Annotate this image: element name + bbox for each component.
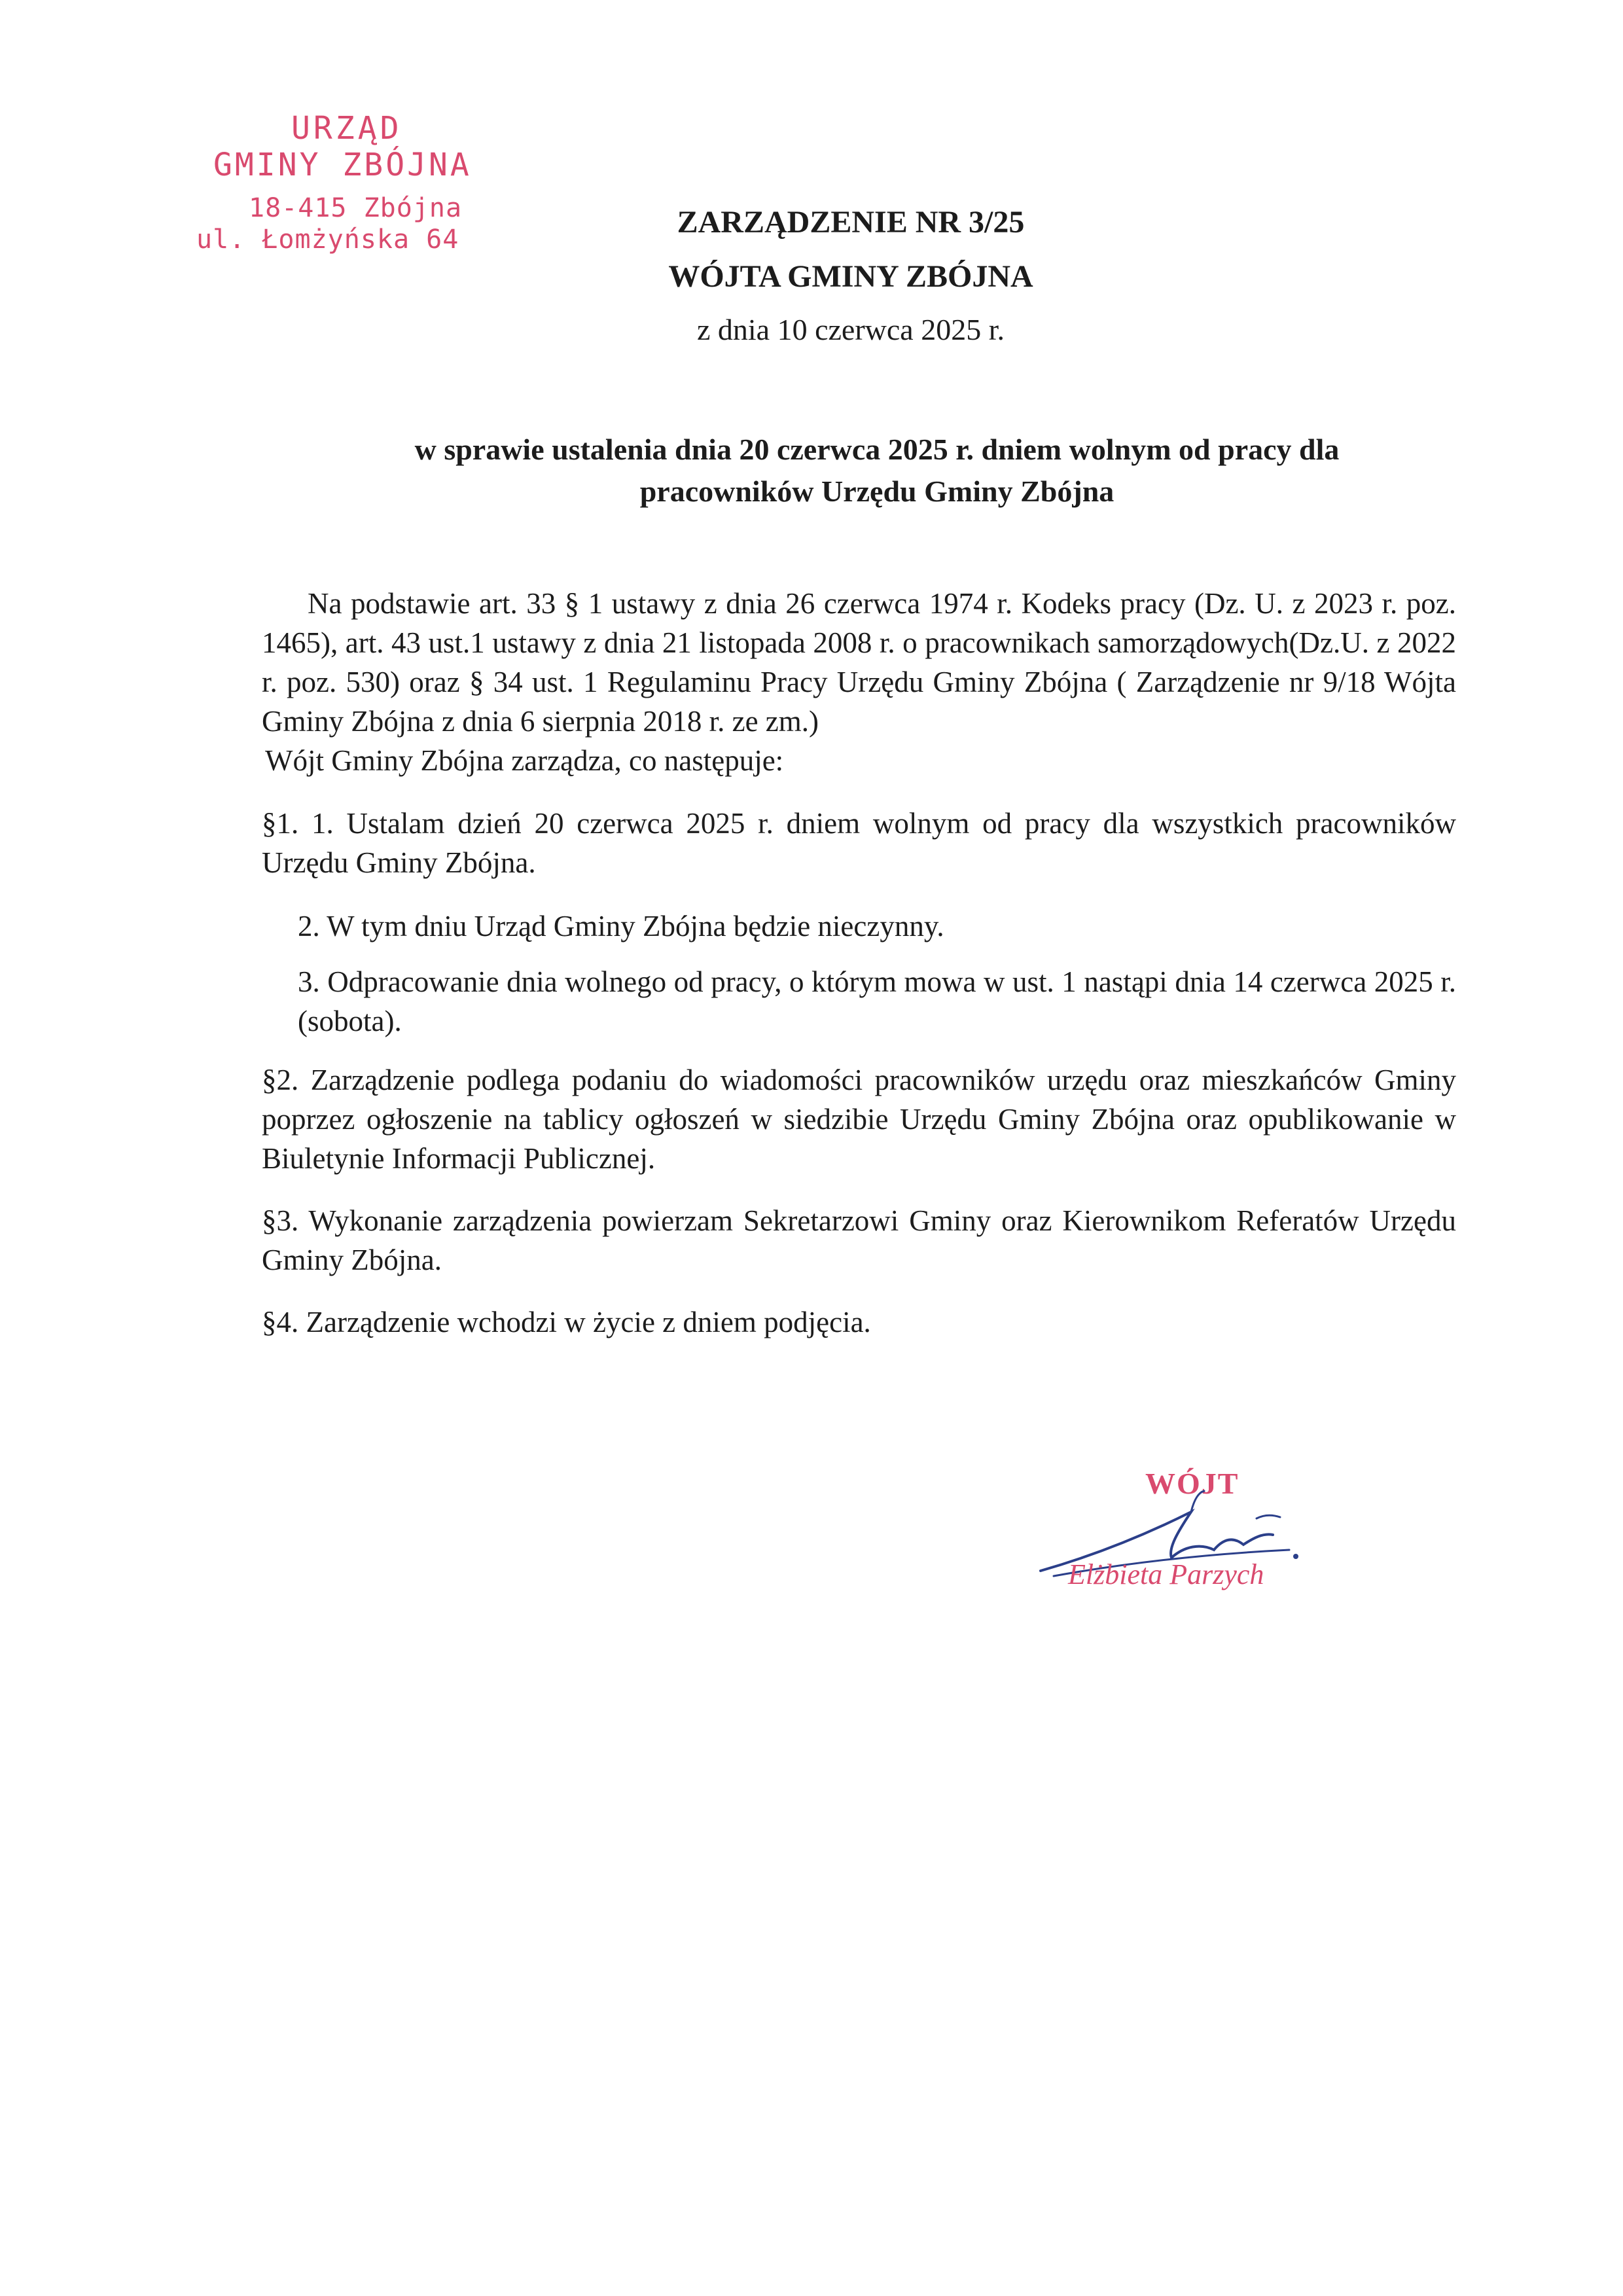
section-4: §4. Zarządzenie wchodzi w życie z dniem podjęcia. bbox=[262, 1306, 871, 1338]
section-1-point-2: 2. W tym dniu Urząd Gminy Zbójna będzie nieczynny. bbox=[298, 910, 944, 942]
signature-block bbox=[1027, 1466, 1368, 1604]
section-2: §2. Zarządzenie podlega podaniu do wiadomości pracowników urzędu oraz mieszkańców Gminy poprzez ogłoszenie na tablicy ogłoszeń w siedzibie Urzędu Gminy Zbójna oraz opublikowanie w Biuletynie Informacji Publicznej. bbox=[262, 1064, 1456, 1175]
document-subject bbox=[353, 429, 1400, 512]
signature-title: WÓJT bbox=[1145, 1467, 1240, 1500]
section-1-point-3: 3. Odpracowanie dnia wolnego od pracy, o którym mowa w ust. 1 nastąpi dnia 14 czerwca 2025 r. (sobota). bbox=[298, 965, 1456, 1037]
section-1-point-1: §1. 1. Ustalam dzień 20 czerwca 2025 r. dniem wolnym od pracy dla wszystkich pracowników Urzędu Gminy Zbójna. bbox=[262, 807, 1456, 879]
document-date: z dnia 10 czerwca 2025 r. bbox=[696, 313, 1005, 346]
legal-basis-paragraph: Na podstawie art. 33 § 1 ustawy z dnia 26 czerwca 1974 r. Kodeks pracy (Dz. U. z 2023 r. poz. 1465), art. 43 ust.1 ustawy z dnia 21 listopada 2008 r. o pracownikach samorządowych(Dz.U. z 2022 r. poz. 530) oraz § 34 ust. 1 Regulaminu Pracy Urzędu Gminy Zbójna ( Zarządzenie nr 9/18 Wójta Gminy Zbójna z dnia 6 sierpnia 2018 r. ze zm.) bbox=[262, 587, 1456, 738]
section-3: §3. Wykonanie zarządzenia powierzam Sekretarzowi Gminy oraz Kierownikom Referatów Urzędu Gminy Zbójna. bbox=[262, 1204, 1456, 1276]
legal-basis-conclusion: Wójt Gminy Zbójna zarządza, co następuje: bbox=[265, 744, 784, 777]
subject-line-1: w sprawie ustalenia dnia 20 czerwca 2025 r. dniem wolnym od pracy dla bbox=[414, 433, 1340, 466]
document-issuer: WÓJTA GMINY ZBÓJNA bbox=[668, 259, 1033, 294]
stamp-line-municipality: GMINY ZBÓJNA bbox=[213, 147, 472, 183]
stamp-line-street: ul. Łomżyńska 64 bbox=[196, 224, 459, 255]
document-title: ZARZĄDZENIE NR 3/25 bbox=[677, 205, 1025, 240]
subject-line-2: pracowników Urzędu Gminy Zbójna bbox=[639, 475, 1115, 508]
stamp-line-office: URZĄD bbox=[291, 110, 402, 147]
signatory-name: Elżbieta Parzych bbox=[1068, 1558, 1264, 1590]
stamp-line-postcode: 18-415 Zbójna bbox=[249, 193, 463, 223]
